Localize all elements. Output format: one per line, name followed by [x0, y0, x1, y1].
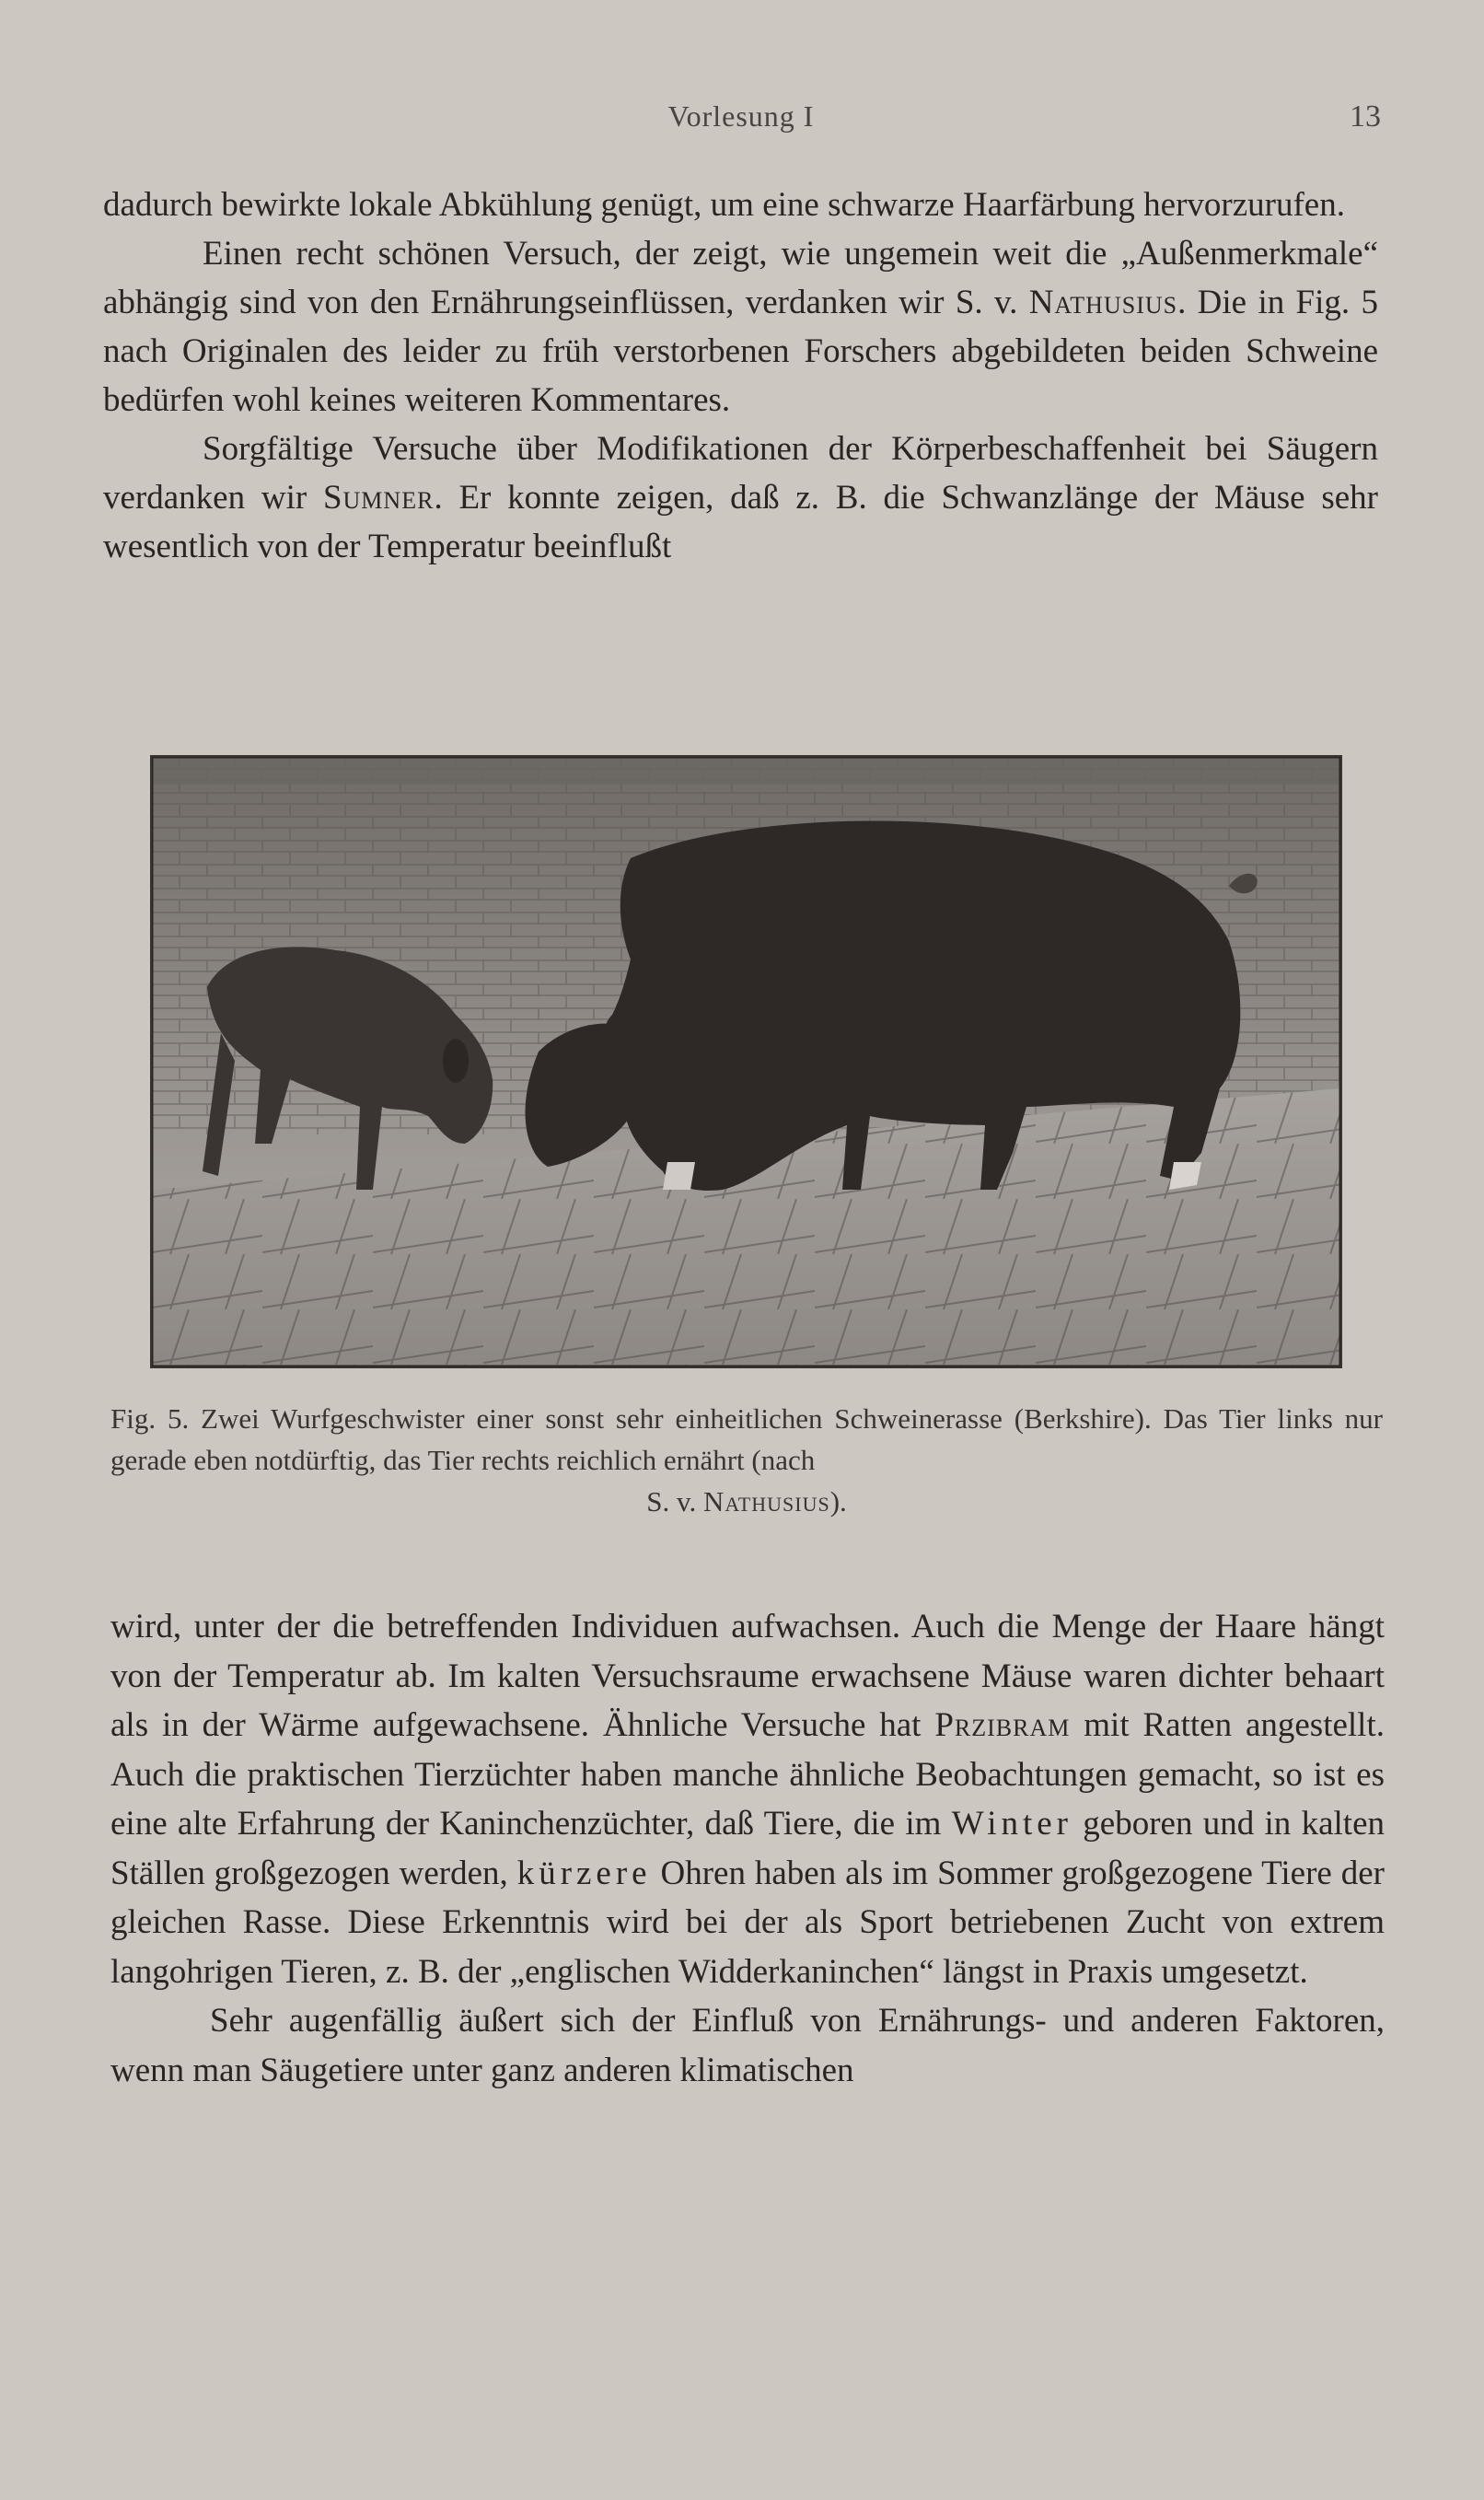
author-name: Nathusius — [702, 1485, 830, 1517]
paragraph — [110, 1602, 1385, 1996]
author-name: Sumner — [322, 479, 435, 517]
paragraph — [103, 229, 1378, 424]
caption-text: S. v. — [646, 1485, 703, 1517]
paragraph-text: dadurch bewirkte lokale Abkühlung genügt, um eine schwarze Haarfärbung hervorzurufen. — [103, 186, 1345, 224]
figure-photograph — [150, 755, 1342, 1368]
page-number: 13 — [1350, 99, 1381, 134]
author-name: Przibram — [934, 1706, 1071, 1744]
paragraph-text: . Die in Fig. 5 nach Originalen des leider zu früh verstorbenen Forschers abgebildeten beiden Schweine bedürfen wohl keines weiteren Kommentares. — [103, 284, 1378, 419]
body-text-bottom — [110, 1602, 1385, 2095]
pigs-photograph — [152, 757, 1340, 1366]
caption-text: Fig. 5. Zwei Wurfgeschwister einer sonst sehr einheitlichen Schweinerasse (Berkshire). Das Tier links nur gerade eben notdürftig, das Tier rechts reichlich ernährt (nach — [110, 1402, 1383, 1476]
paragraph-text: wird, unter der die betreffenden Individuen aufwachsen. Auch die Menge der Haare hängt von der Temperatur ab. Im kalten Versuchsraume erwachsene Mäuse waren dichter behaart als in der Wärme aufgewachsene. Ähnliche Versuche hat — [110, 1608, 1385, 1744]
paragraph-text: . Er konnte zeigen, daß z. B. die Schwanzlänge der Mäuse sehr wesentlich von der Temperatur beeinflußt — [103, 479, 1378, 565]
caption-last-line — [110, 1481, 1383, 1522]
paragraph-text: geboren und in kalten Ställen großgezogen werden, — [110, 1805, 1385, 1892]
paragraph — [103, 180, 1378, 229]
paragraph-text: Sorgfältige Versuche über Modifikationen der Körperbeschaffenheit bei Säugern verdanken wir — [103, 430, 1378, 517]
emphasized-word: kürzere — [516, 1854, 652, 1892]
running-head-title: Vorlesung I — [667, 99, 815, 133]
paragraph — [110, 1996, 1385, 2095]
running-head — [101, 99, 1381, 140]
wall-top — [152, 757, 1340, 785]
author-name: Nathusius — [1028, 284, 1178, 321]
paragraph-text: Sehr augenfällig äußert sich der Einfluß von Ernährungs- und anderen Faktoren, wenn man Säugetiere unter ganz anderen klimatischen — [110, 2002, 1385, 2089]
paragraph-text: Ohren haben als im Sommer großgezogene Tiere der gleichen Rasse. Diese Erkenntnis wird bei der als Sport betriebenen Zucht von extrem langohrigen Tieren, z. B. der „englischen Widderkaninchen“ längst in Praxis umgesetzt. — [110, 1854, 1385, 1991]
paragraph-text: Einen recht schönen Versuch, der zeigt, wie ungemein weit die „Außenmerkmale“ abhängig sind von den Ernährungseinflüssen, verdanken wir S. v. — [103, 235, 1378, 321]
figure-caption — [110, 1398, 1383, 1522]
emphasized-word: Winter — [951, 1805, 1072, 1843]
caption-text: ). — [829, 1485, 847, 1517]
paragraph — [103, 424, 1378, 571]
body-text-top — [103, 180, 1378, 571]
paragraph-text: mit Ratten angestellt. Auch die praktischen Tierzüchter haben manche ähnliche Beobachtungen gemacht, so ist es eine alte Erfahrung der Kaninchenzüchter, daß Tiere, die im — [110, 1706, 1385, 1843]
